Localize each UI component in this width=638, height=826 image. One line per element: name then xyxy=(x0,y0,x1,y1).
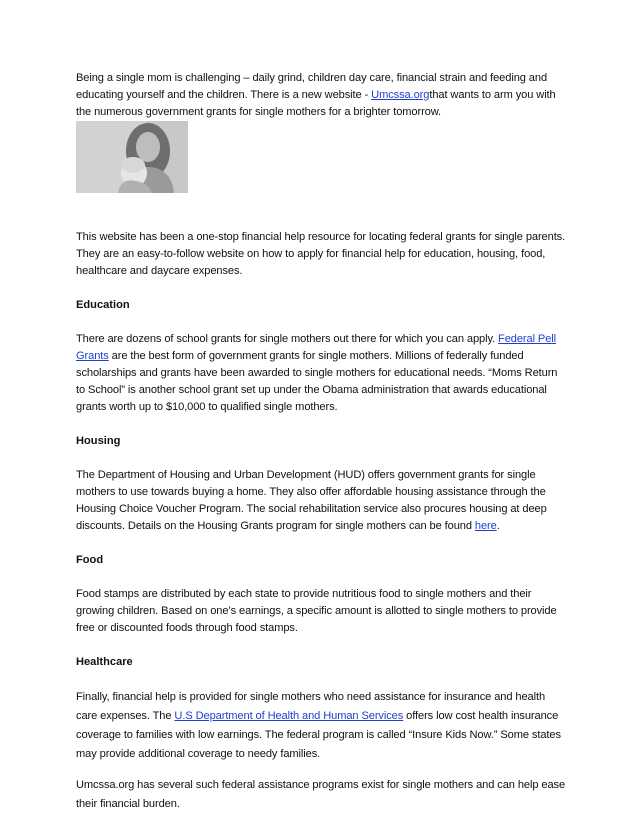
food-heading: Food xyxy=(76,554,104,566)
about-paragraph: This website has been a one-stop financial help resource for locating federal grants for single parents. They are an easy-to-follow website on how to apply for financial help for education, housing, food, healthcare and daycare expenses. xyxy=(76,231,566,277)
photo-illustration xyxy=(76,121,188,193)
food-paragraph: Food stamps are distributed by each state to provide nutritious food to single mothers and their growing children. Based on one’s earnings, a specific amount is allotted to single mothers to provide free or discounted foods through food stamps. xyxy=(76,588,557,634)
healthcare-paragraph: Finally, financial help is provided for single mothers who need assistance for insurance and health care expenses. The U.S Department of Health and Human Services offers low cost health insurance coverage to families with low earnings. The federal program is called “Insure Kids Now.” Some states may provide additional coverage to needy families. xyxy=(76,691,561,760)
housing-here-link[interactable]: here xyxy=(474,520,497,532)
pell-grants-link[interactable]: Federal Pell Grants xyxy=(76,333,557,362)
housing-paragraph: The Department of Housing and Urban Development (HUD) offers government grants for single mothers to use towards buying a home. They also offer affordable housing assistance through the Housing Choice Voucher Program. The social rehabilitation service also procures housing at deep discounts. Details on the Housing Grants program for single mothers can be found here. xyxy=(76,469,547,532)
umcssa-link[interactable]: Umcssa.org xyxy=(371,89,430,101)
education-paragraph: There are dozens of school grants for single mothers out there for which you can apply. Federal Pell Grants are the best form of government grants for single mothers. Millions of federally funded scholarships and grants have been awarded to single mothers for educational needs. “Moms Return to School” is another school grant set up under the Obama administration that awards educational grants worth up to $10,000 to qualified single mothers. xyxy=(76,333,558,413)
document-page xyxy=(76,70,566,814)
closing-paragraph: Umcssa.org has several such federal assistance programs exist for single mothers and can help ease their financial burden. xyxy=(76,779,566,810)
intro-paragraph: Being a single mom is challenging – daily grind, children day care, financial strain and feeding and educating yourself and the children. There is a new website - Umcssa.orgthat wants to arm you with the numerous government grants for single mothers for a brighter tomorrow. xyxy=(76,72,556,118)
healthcare-heading: Healthcare xyxy=(76,656,133,668)
education-heading: Education xyxy=(76,299,130,311)
mother-child-photo xyxy=(76,121,188,193)
hhs-link[interactable]: U.S Department of Health and Human Services xyxy=(174,710,404,722)
housing-heading: Housing xyxy=(76,435,121,447)
